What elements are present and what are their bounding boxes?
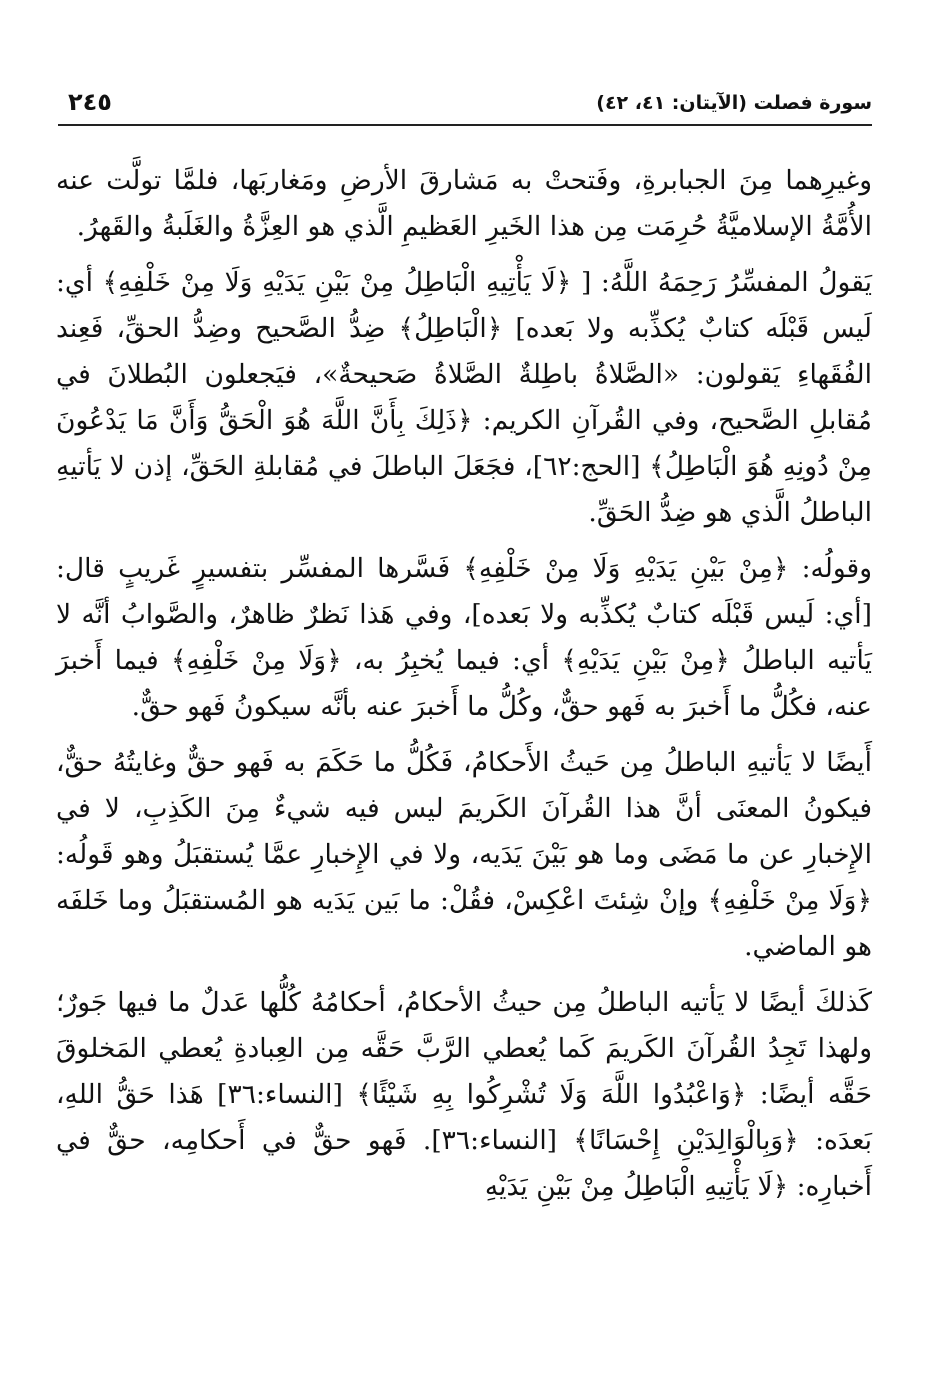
paragraph-3: وقولُه: ﴿مِنْ بَيْنِ يَدَيْهِ وَلَا مِنْ خَلْفِهِ﴾ فَسَّرها المفسِّر بتفسيرٍ غَريبٍ قال: [أي: لَيس قَبْلَه كتابٌ يُكذِّبه ولا بَعده]، وفي هَذا نَظرٌ ظاهرٌ، والصَّوابُ أنَّه لا يَأتيه الباطلُ ﴿مِنْ بَيْنِ يَدَيْهِ﴾ أي: فيما يُخبِرُ به، ﴿وَلَا مِنْ خَلْفِهِ﴾ فيما أَخبرَ عنه، فكُلُّ ما أَخبرَ به فَهو حقٌّ، وكُلُّ ما أَخبرَ عنه بأنَّه سيكونُ فَهو حقٌّ. [56,553,872,722]
running-title: سورة فصلت (الآيتان: ٤١، ٤٢) [596,92,872,114]
header-divider [58,124,872,126]
page-number: ٢٤٥ [68,88,112,116]
page-header [60,84,872,124]
page-body [56,158,872,1210]
paragraph-5: كَذلكَ أيضًا لا يَأتيه الباطلُ مِن حيثُ الأحكامُ، أحكامُهُ كُلُّها عَدلٌ ما فيها جَورٌ؛ ولهذا تَجِدُ القُرآنَ الكَريمَ كَما يُعطي الرَّبَّ حَقَّه مِن العِبادةِ يُعطي المَخلوقَ حَقَّه أيضًا: ﴿وَاعْبُدُوا اللَّهَ وَلَا تُشْرِكُوا بِهِ شَيْئًا﴾ [النساء:٣٦] هَذا حَقُّ اللهِ، بَعدَه: ﴿وَبِالْوَالِدَيْنِ إِحْسَانًا﴾ [النساء:٣٦]. فَهو حقٌّ في أَحكامِه، حقٌّ في أَخبارِه: ﴿لَا يَأْتِيهِ الْبَاطِلُ مِنْ بَيْنِ يَدَيْهِ [56,987,873,1202]
paragraph-4: أَيضًا لا يَأتيهِ الباطلُ مِن حَيثُ الأَحكامُ، فَكُلُّ ما حَكَمَ به فَهو حقٌّ وغايتُهُ حقٌّ، فيكونُ المعنَى أنَّ هذا القُرآنَ الكَريمَ ليس فيه شيءٌ مِنَ الكَذِبِ، لا في الإِخبارِ عن ما مَضَى وما هو بَيْنَ يَدَيه، ولا في الإِخبارِ عمَّا يُستقبَلُ وهو قَولُه: ﴿وَلَا مِنْ خَلْفِهِ﴾ وإنْ شِئتَ اعْكِسْ، فقُلْ: ما بَين يَدَيه هو المُستقبَلُ وما خَلفَه هو الماضي. [56,747,872,962]
paragraph-1: وغيرِهما مِنَ الجبابرةِ، وفَتحتْ به مَشارقَ الأرضِ ومَغاربَها، فلمَّا تولَّت عنه الأُمَّةُ الإسلاميَّةُ حُرِمَت مِن هذا الخَيرِ العَظيمِ الَّذي هو العِزَّةُ والغَلَبةُ والقَهرُ. [56,165,872,242]
paragraph-2: يَقولُ المفسِّرُ رَحِمَهُ اللَّهُ: [ ﴿لَا يَأْتِيهِ الْبَاطِلُ مِنْ بَيْنِ يَدَيْهِ وَلَا مِنْ خَلْفِهِ﴾ أي: لَيس قَبْلَه كتابٌ يُكذِّبه ولا بَعده] ﴿الْبَاطِلُ﴾ ضِدُّ الصَّحيح وضِدُّ الحقِّ، فَعِند الفُقَهاءِ يَقولون: «الصَّلاةُ باطِلةٌ الصَّلاةُ صَحيحةٌ»، فيَجعلون البُطلانَ في مُقابلِ الصَّحيح، وفي القُرآنِ الكريم: ﴿ذَلِكَ بِأَنَّ اللَّهَ هُوَ الْحَقُّ وَأَنَّ مَا يَدْعُونَ مِنْ دُونِهِ هُوَ الْبَاطِلُ﴾ [الحج:٦٢]، فجَعَلَ الباطلَ في مُقابلةِ الحَقِّ، إذن لا يَأتيهِ الباطلُ الَّذي هو ضِدُّ الحَقِّ. [56,267,872,528]
